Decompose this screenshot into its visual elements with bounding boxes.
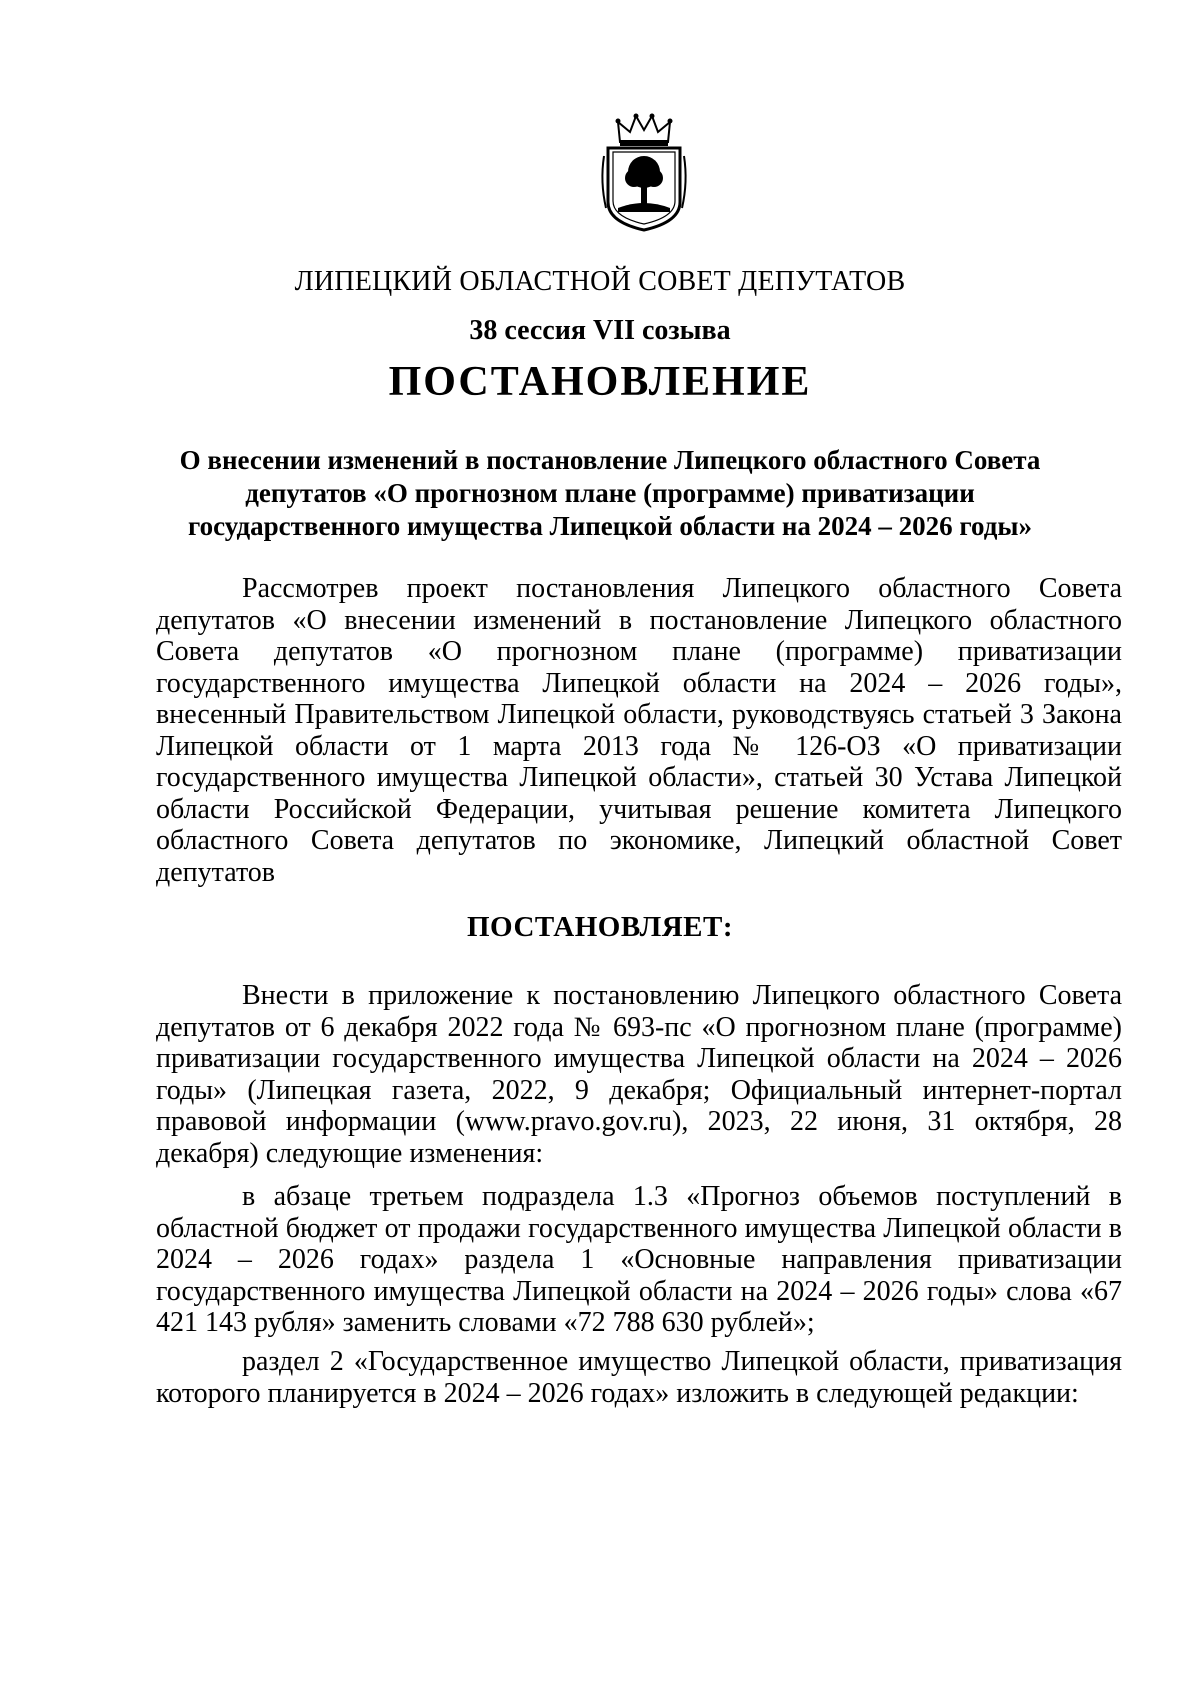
coat-of-arms-icon: [598, 112, 690, 236]
amendment-item-2: раздел 2 «Государственное имущество Липецкой области, приватизация которого планируется в 2024 – 2026 годах» изложить в следующей редакции:: [156, 1346, 1122, 1409]
decree-heading: ПОСТАНОВЛЯЕТ:: [467, 911, 733, 943]
document-type: ПОСТАНОВЛЕНИЕ: [388, 359, 812, 405]
session-label: 38 сессия VII созыва: [469, 315, 731, 346]
amendment-item-1: в абзаце третьем подраздела 1.3 «Прогноз объемов поступлений в областной бюджет от продажи государственного имущества Липецкой области в 2024 – 2026 годах» раздела 1 «Основные направления приватизации государственного имущества Липецкой области на 2024 – 2026 годы» слова «67 421 143 рубля» заменить словами «72 788 630 рублей»;: [156, 1181, 1122, 1338]
title-line-2: депутатов «О прогнозном плане (программе) приватизации: [245, 478, 975, 508]
amendment-intro-paragraph: Внести в приложение к постановлению Липецкого областного Совета депутатов от 6 декабря 2022 года № 693-пс «О прогнозном плане (программе) приватизации государственного имущества Липецкой области на 2024 – 2026 годы» (Липецкая газета, 2022, 9 декабря; Официальный интернет-портал правовой информации (www.pravo.gov.ru), 2023, 22 июня, 31 октября, 28 декабря) следующие изменения:: [156, 980, 1122, 1169]
title-line-1: О внесении изменений в постановление Липецкого областного Совета: [179, 445, 1041, 475]
council-name: ЛИПЕЦКИЙ ОБЛАСТНОЙ СОВЕТ ДЕПУТАТОВ: [294, 266, 906, 297]
document-title: [155, 444, 1065, 543]
title-line-3: государственного имущества Липецкой области на 2024 – 2026 годы»: [187, 511, 1032, 541]
considering-paragraph: Рассмотрев проект постановления Липецкого областного Совета депутатов «О внесении изменений в постановление Липецкого областного Совета депутатов «О прогнозном плане (программе) приватизации государственного имущества Липецкой области на 2024 – 2026 годы», внесенный Правительством Липецкой области, руководствуясь статьей 3 Закона Липецкой области от 1 марта 2013 года № 126-ОЗ «О приватизации государственного имущества Липецкой области», статьей 30 Устава Липецкой области Российской Федерации, учитывая решение комитета Липецкого областного Совета депутатов по экономике, Липецкий областной Совет депутатов: [156, 573, 1122, 888]
